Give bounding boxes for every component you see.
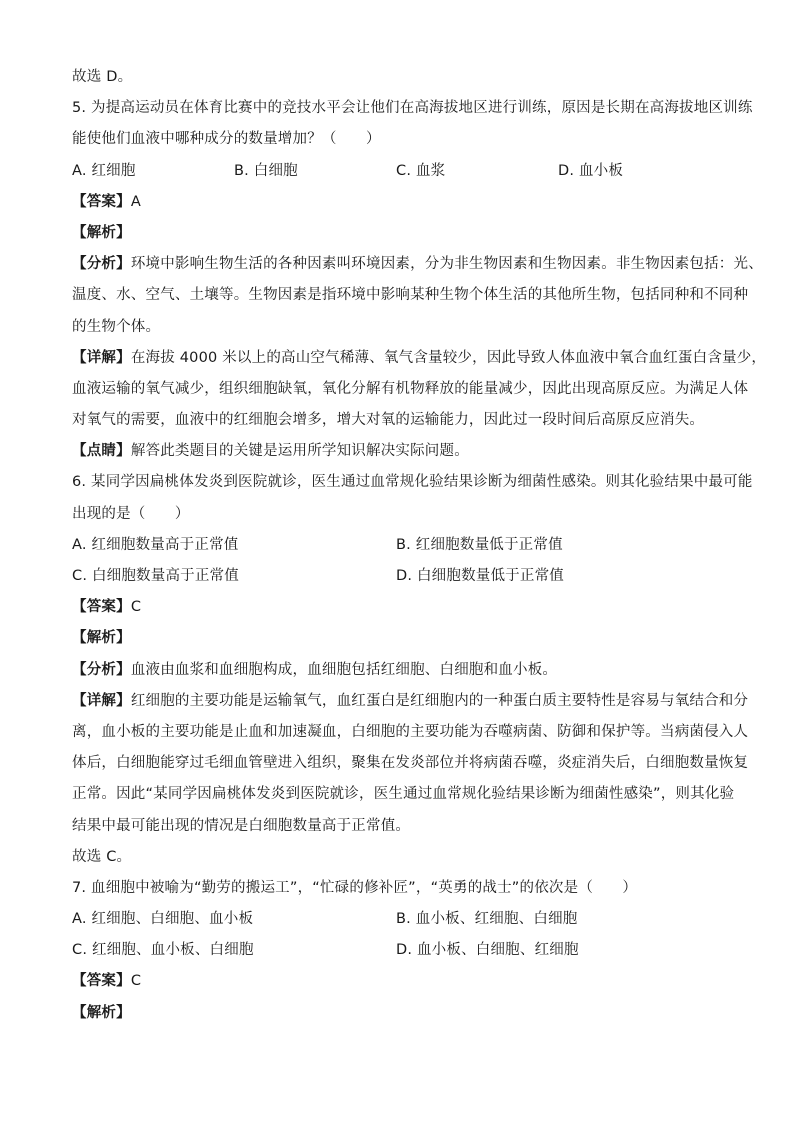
fenxi-text: 血液由血浆和血细胞构成，血细胞包括红细胞、白细胞和血小板。: [130, 661, 558, 678]
question-5-stem-line-1: 5. 为提高运动员在体育比赛中的竞技水平会让他们在高海拔地区进行训练，原因是长期在高海拔地区训练: [72, 100, 753, 117]
fenxi-tag: 【分析】: [72, 256, 131, 273]
answer-tag: 【答案】: [72, 193, 131, 210]
question-6-xiangjie-line-2: 离，血小板的主要功能是止血和加速凝血，白细胞的主要功能为吞噬病菌、防御和保护等。当病菌侵入人: [72, 723, 749, 740]
xiangjie-tag: 【详解】: [72, 349, 131, 366]
question-5-fenxi-line-2: 温度、水、空气、土壤等。生物因素是指环境中影响某种生物个体生活的其他所生物，包括同种和不同种: [72, 287, 749, 304]
question-7-options-row-1: [72, 904, 732, 935]
question-5-xiangjie-line-2: 血液运输的氧气减少，组织细胞缺氧，氧化分解有机物释放的能量减少，因此出现高原反应。为满足人体: [72, 380, 749, 397]
question-6-xiangjie-line-5: 结果中最可能出现的情况是白细胞数量高于正常值。: [72, 817, 411, 834]
question-7-stem: 7. 血细胞中被喻为“勤劳的搬运工”，“忙碌的修补匠”，“英勇的战士”的依次是（ ）: [72, 879, 638, 896]
option-d: D. 血小板: [558, 162, 624, 179]
option-a: A. 红细胞: [72, 162, 136, 179]
question-7-options-row-2: [72, 935, 732, 966]
question-6-options-row-1: [72, 530, 732, 561]
conclusion-q6: 故选 C。: [72, 848, 132, 865]
question-5-options: [72, 156, 732, 187]
question-5-stem-line-2: 能使他们血液中哪种成分的数量增加？（ ）: [72, 131, 381, 148]
answer-value: C: [130, 973, 142, 990]
question-7-analysis-heading: 【解析】: [72, 1004, 131, 1021]
question-5-fenxi-line-1: [72, 249, 763, 280]
xiangjie-text: 在海拔 4000 米以上的高山空气稀薄、氧气含量较少，因此导致人体血液中氧合血红蛋白含量少，: [130, 349, 767, 366]
dianjing-tag: 【点睛】: [72, 443, 131, 460]
option-c: C. 红细胞、血小板、白细胞: [72, 942, 254, 959]
question-5-fenxi-line-3: 的生物个体。: [72, 318, 161, 335]
option-c: C. 白细胞数量高于正常值: [72, 568, 239, 584]
question-5-xiangjie-line-3: 对氧气的需要，血液中的红细胞会增多，增大对氧的运输能力，因此过一段时间后高原反应消失。: [72, 412, 705, 429]
option-b: B. 血小板、红细胞、白细胞: [396, 911, 578, 928]
question-5-answer: [72, 187, 732, 218]
question-7-answer: [72, 966, 732, 997]
question-5-analysis-heading: 【解析】: [72, 224, 131, 241]
question-5-xiangjie-line-1: [72, 343, 767, 374]
fenxi-tag: 【分析】: [72, 661, 131, 678]
question-6-xiangjie-line-3: 体后，白细胞能穿过毛细血管壁进入组织，聚集在发炎部位并将病菌吞噬，炎症消失后，白细胞数量恢复: [72, 755, 749, 772]
option-c: C. 血浆: [396, 162, 446, 179]
option-d: D. 白细胞数量低于正常值: [396, 568, 564, 584]
question-5-dianjing: [72, 436, 732, 467]
question-6-options-row-2: [72, 561, 732, 592]
question-6-fenxi: [72, 655, 732, 686]
question-6-xiangjie-line-1: [72, 686, 749, 717]
xiangjie-text: 红细胞的主要功能是运输氧气，血红蛋白是红细胞内的一种蛋白质主要特性是容易与氧结合和分: [130, 692, 749, 709]
option-b: B. 红细胞数量低于正常值: [396, 536, 563, 553]
xiangjie-tag: 【详解】: [72, 692, 131, 709]
conclusion-q4: 故选 D。: [72, 69, 133, 85]
question-6-stem-line-1: 6. 某同学因扁桃体发炎到医院就诊，医生通过血常规化验结果诊断为细菌性感染。则其化验结果中最可能: [72, 474, 753, 491]
question-6-analysis-heading: 【解析】: [72, 630, 131, 647]
question-6-stem-line-2: 出现的是（ ）: [72, 505, 190, 522]
option-a: A. 红细胞、白细胞、血小板: [72, 911, 254, 928]
option-b: B. 白细胞: [234, 162, 298, 179]
dianjing-text: 解答此类题目的关键是运用所学知识解决实际问题。: [130, 443, 469, 460]
question-6-answer: [72, 592, 732, 623]
answer-tag: 【答案】: [72, 973, 131, 990]
answer-value: C: [130, 599, 142, 616]
fenxi-text: 环境中影响生物生活的各种因素叫环境因素，分为非生物因素和生物因素。非生物因素包括：光、: [130, 256, 763, 273]
answer-tag: 【答案】: [72, 599, 131, 616]
option-a: A. 红细胞数量高于正常值: [72, 536, 239, 553]
answer-value: A: [130, 193, 141, 210]
question-6-xiangjie-line-4: 正常。因此“某同学因扁桃体发炎到医院就诊，医生通过血常规化验结果诊断为细菌性感染”，则其化验: [72, 786, 735, 803]
document-page: [72, 62, 767, 1029]
option-d: D. 血小板、白细胞、红细胞: [396, 942, 579, 959]
